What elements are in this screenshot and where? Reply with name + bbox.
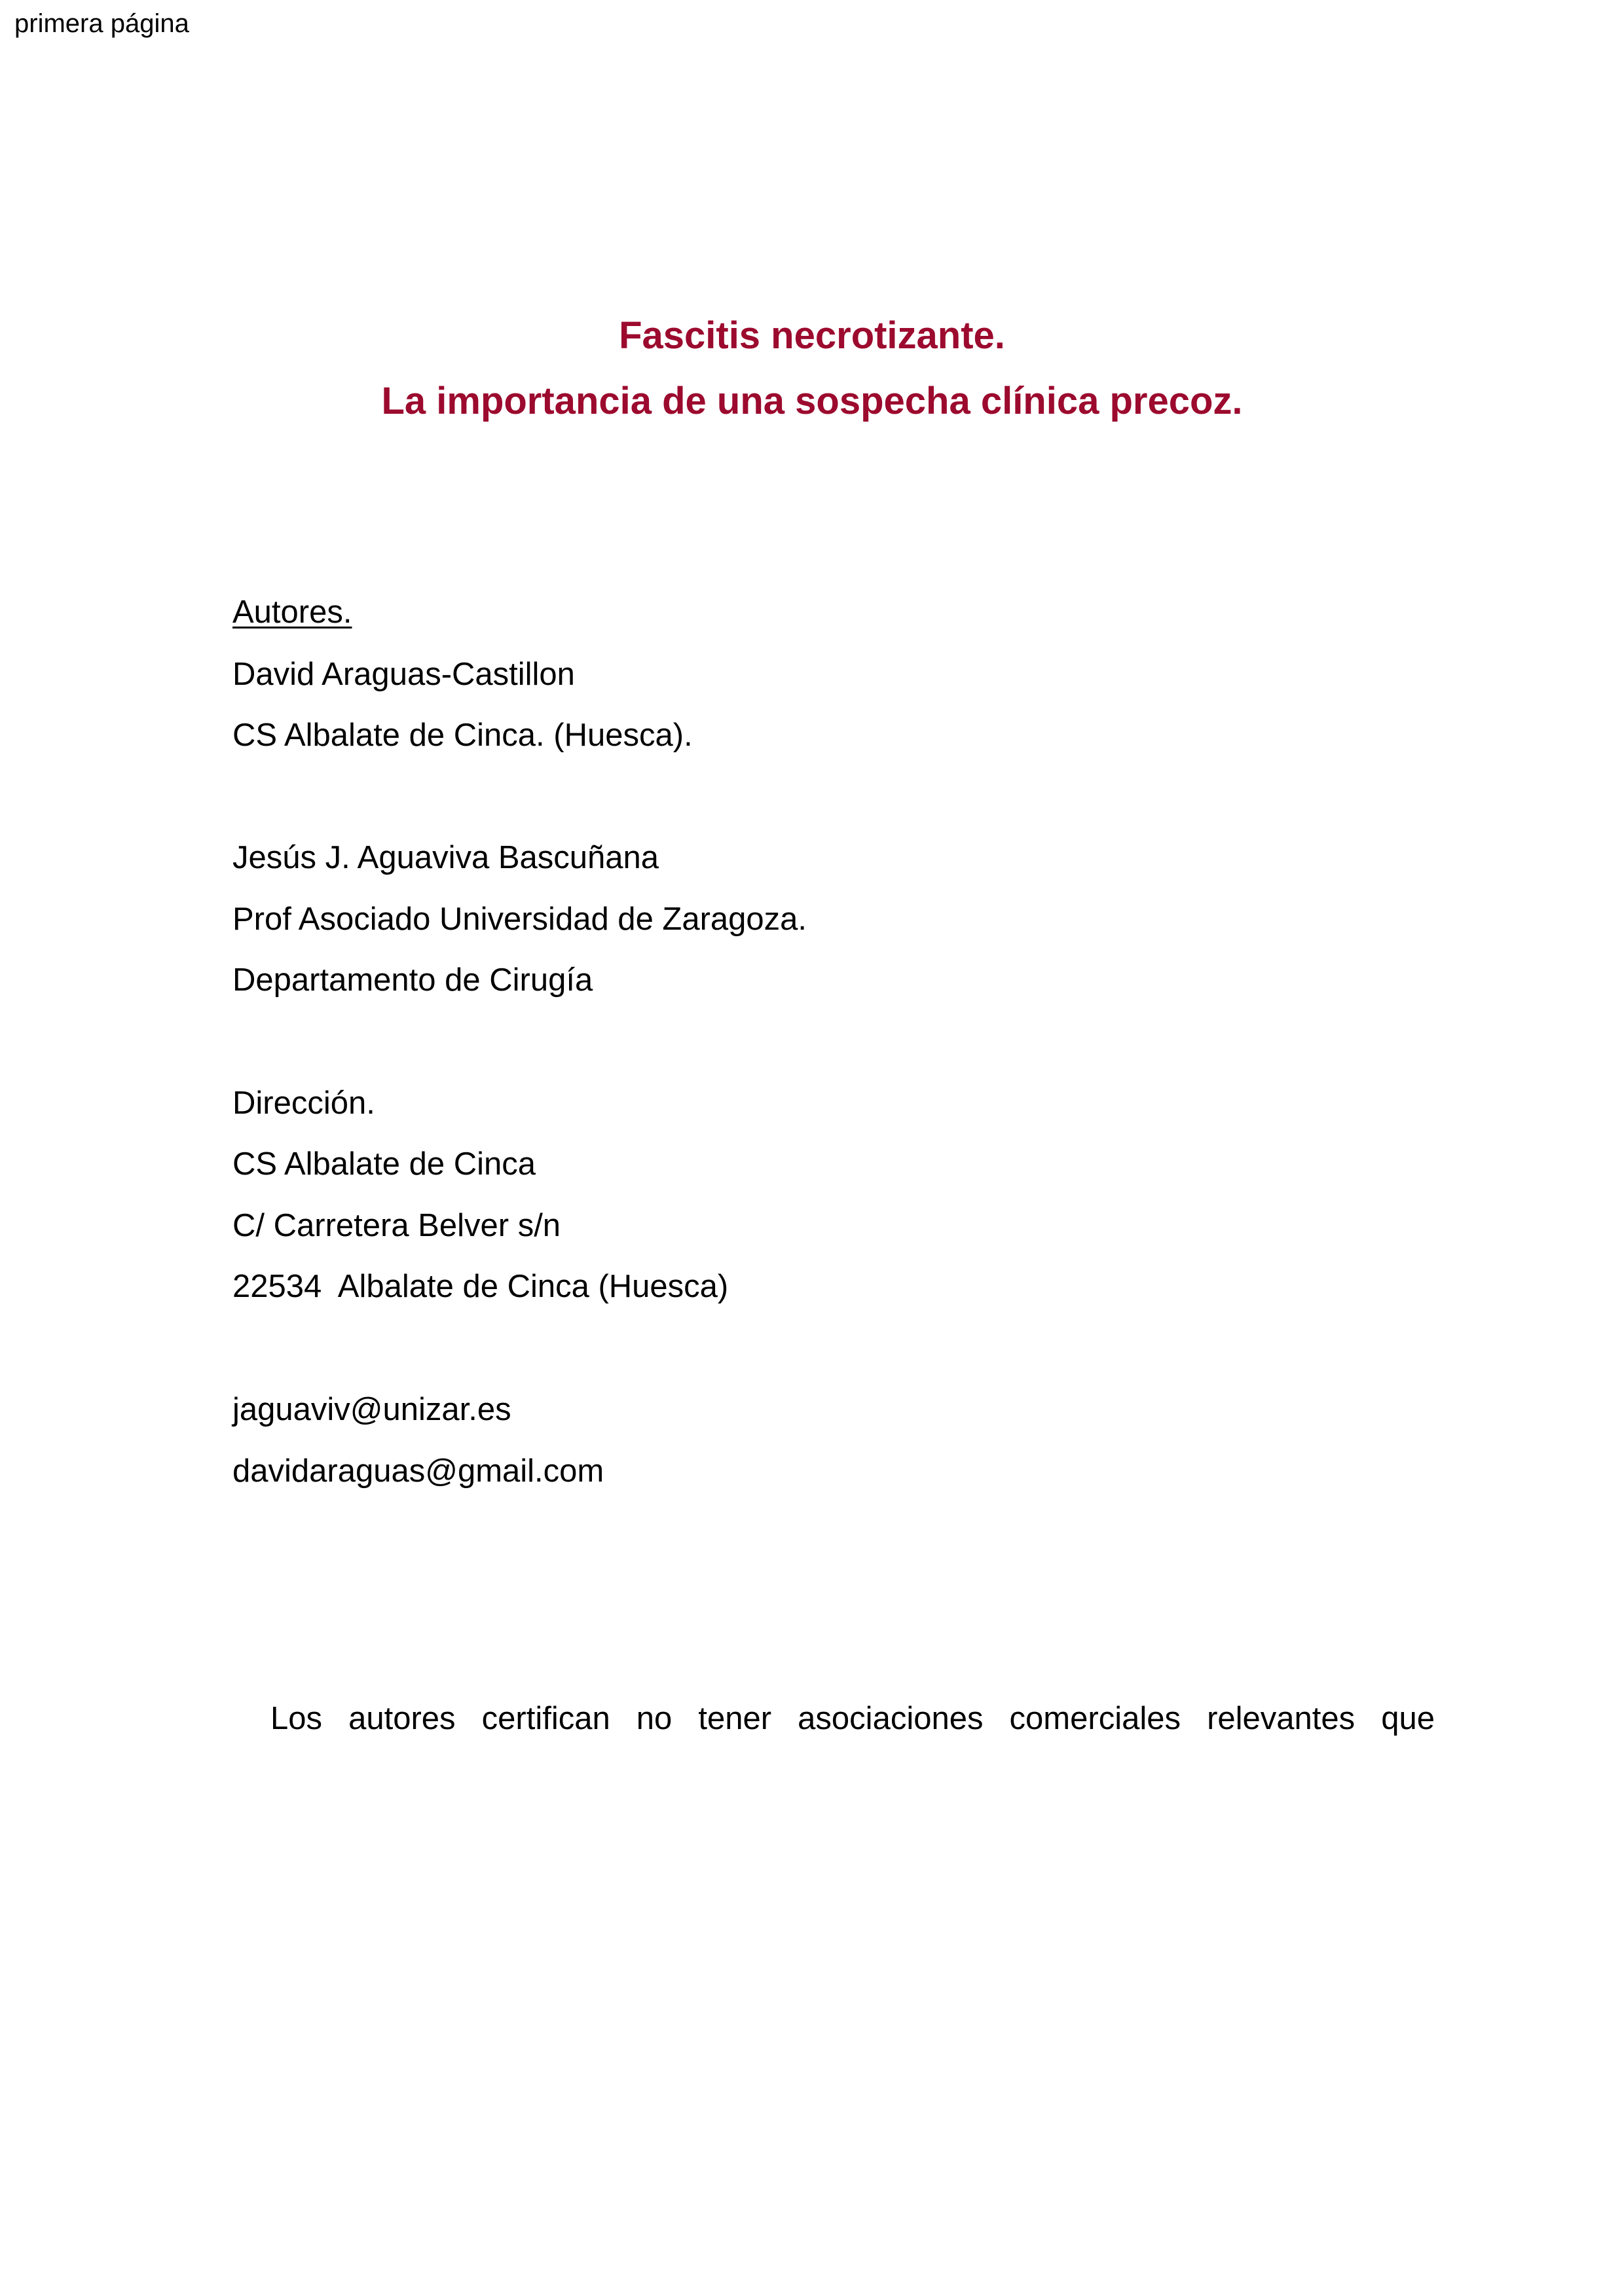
author-2-affiliation-1: Prof Asociado Universidad de Zaragoza. xyxy=(232,902,807,937)
conflict-of-interest-statement: Los autores certifican no tener asociaciones comerciales relevantes que xyxy=(270,1701,1435,1736)
author-1-affiliation: CS Albalate de Cinca. (Huesca). xyxy=(232,718,693,753)
email-2: davidaraguas@gmail.com xyxy=(232,1453,604,1489)
email-1: jaguaviv@unizar.es xyxy=(232,1392,511,1427)
document-title-line-1: Fascitis necrotizante. xyxy=(619,314,1005,357)
document-title-line-2: La importancia de una sospecha clínica precoz. xyxy=(381,380,1243,422)
author-2-affiliation-2: Departamento de Cirugía xyxy=(232,962,593,998)
author-1-name: David Araguas-Castillon xyxy=(232,657,575,692)
page-header-label: primera página xyxy=(14,9,189,38)
address-heading: Dirección. xyxy=(232,1085,375,1121)
authors-heading: Autores. xyxy=(232,594,352,630)
author-2-name: Jesús J. Aguaviva Bascuñana xyxy=(232,840,659,875)
address-line-3: 22534 Albalate de Cinca (Huesca) xyxy=(232,1269,729,1304)
address-line-2: C/ Carretera Belver s/n xyxy=(232,1208,561,1243)
address-line-1: CS Albalate de Cinca xyxy=(232,1146,536,1182)
